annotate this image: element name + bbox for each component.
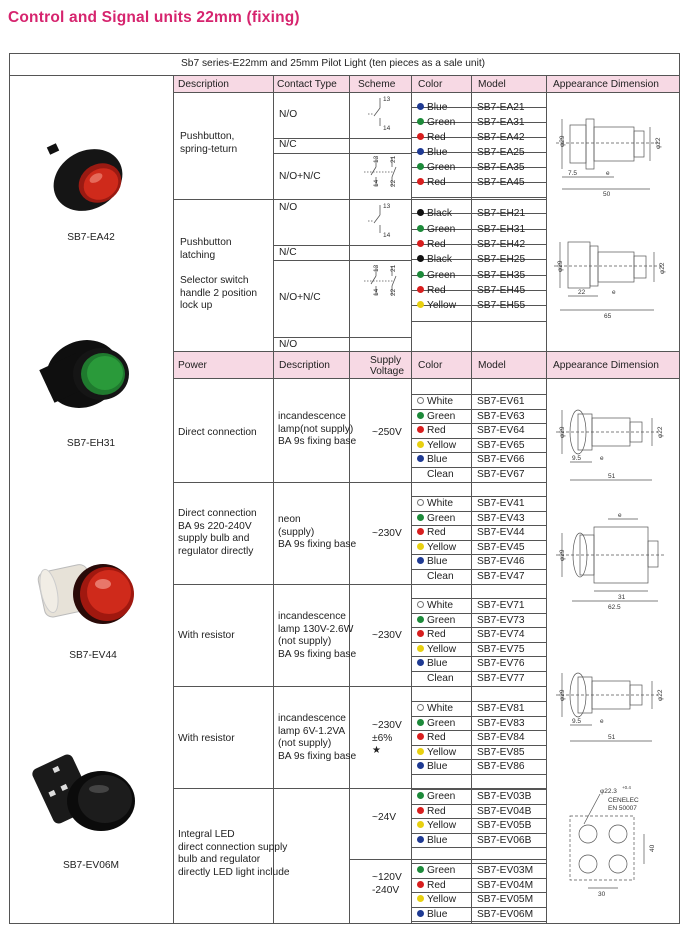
color-label: Yellow — [427, 746, 457, 758]
color-label: Clean — [427, 469, 454, 480]
voltage-cell: ~120V -240V — [372, 872, 402, 896]
table-header: Model — [478, 79, 506, 90]
dimension-drawing-6 — [560, 782, 675, 902]
table-header: Model — [478, 360, 506, 371]
model-cell: SB7-EV84 — [477, 732, 525, 744]
dim-label: 62.5 — [608, 604, 621, 611]
color-dot-icon — [417, 910, 424, 917]
color-label: Red — [427, 732, 446, 744]
table-header: Contact Type — [277, 79, 337, 90]
model-cell: SB7-EA31 — [477, 117, 525, 128]
table-header: Power — [178, 360, 207, 371]
scheme-no-icon — [360, 94, 400, 134]
color-label: Blue — [427, 102, 448, 113]
color-label: Green — [427, 162, 456, 173]
dim-label: 40 — [649, 844, 656, 852]
color-cell — [417, 513, 455, 525]
table-header: Description — [279, 360, 330, 371]
color-cell — [417, 747, 456, 759]
model-cell: SB7-EV41 — [477, 498, 525, 509]
description-cell: Pushbutton, spring-teturn — [180, 131, 238, 155]
color-dot-icon — [417, 733, 424, 740]
color-cell — [417, 894, 456, 906]
color-cell — [417, 644, 456, 656]
color-dot-icon — [417, 118, 424, 125]
color-dot-icon — [417, 645, 424, 652]
color-dot-icon — [417, 426, 424, 433]
color-dot-icon — [417, 178, 424, 185]
color-dot-icon — [417, 557, 424, 564]
color-label: Green — [427, 224, 456, 235]
color-label: Blue — [427, 147, 448, 158]
dim-label: φ29 — [559, 135, 566, 147]
power-cell: With resistor — [178, 630, 235, 641]
table-header: Scheme — [358, 79, 396, 90]
dim-label: 30 — [598, 891, 606, 898]
color-cell — [417, 791, 455, 803]
model-cell: SB7-EV61 — [477, 396, 525, 407]
svg-text:14: 14 — [373, 179, 380, 187]
color-cell — [417, 498, 453, 510]
color-cell — [427, 469, 454, 481]
model-cell: SB7-EH25 — [477, 254, 526, 265]
dim-label: 22 — [578, 289, 586, 296]
color-label: Blue — [427, 834, 448, 846]
table-header: Color — [418, 360, 443, 371]
dim-label: e — [600, 718, 604, 725]
color-cell — [417, 147, 447, 159]
model-cell: SB7-EV47 — [477, 571, 525, 582]
model-cell: SB7-EV45 — [477, 541, 525, 553]
color-label: Red — [427, 132, 446, 143]
color-label: Green — [427, 117, 456, 128]
color-dot-icon — [417, 240, 424, 247]
model-cell: SB7-EH35 — [477, 270, 526, 281]
model-cell: SB7-EV04B — [477, 805, 532, 817]
color-label: Red — [427, 239, 446, 250]
color-cell — [427, 673, 454, 685]
color-label: Yellow — [427, 300, 457, 311]
voltage-cell: ~230V ±6% ★ — [372, 720, 402, 756]
color-dot-icon — [417, 286, 424, 293]
dim-label: EN 50007 — [608, 805, 637, 812]
color-dot-icon — [417, 543, 424, 550]
contact-type-cell: N/O+N/C — [279, 292, 321, 303]
color-dot-icon — [417, 271, 424, 278]
color-label: Blue — [427, 658, 448, 670]
color-cell — [417, 600, 453, 612]
color-dot-icon — [417, 616, 424, 623]
description-cell: incandescence lamp 6V-1.2VA (not supply) BA 9s fixing base — [278, 713, 357, 762]
color-label: White — [427, 396, 454, 407]
model-cell: SB7-EV67 — [477, 469, 525, 480]
product-caption: SB7-EV06M — [62, 860, 120, 871]
power-cell: With resistor — [178, 733, 235, 744]
model-cell: SB7-EV06M — [477, 908, 534, 920]
color-dot-icon — [417, 748, 424, 755]
scheme-nonc-icon — [356, 262, 406, 302]
color-cell — [417, 718, 455, 730]
color-label: Yellow — [427, 894, 457, 906]
svg-text:14: 14 — [373, 288, 380, 296]
color-label: Red — [427, 527, 446, 539]
color-dot-icon — [417, 659, 424, 666]
color-label: Red — [427, 805, 446, 817]
color-label: Green — [427, 512, 456, 524]
color-label: Blue — [427, 454, 448, 466]
model-cell: SB7-EA21 — [477, 102, 525, 113]
model-cell: SB7-EV04M — [477, 879, 534, 891]
product-caption: SB7-EV44 — [69, 650, 117, 661]
color-dot-icon — [417, 441, 424, 448]
color-cell — [417, 102, 447, 114]
contact-type-cell: N/C — [279, 139, 297, 150]
color-dot-icon — [417, 719, 424, 726]
contact-type-cell: N/O — [279, 339, 298, 350]
table-header: Appearance Dimension — [553, 360, 659, 371]
color-label: Red — [427, 629, 446, 641]
description-cell: incandescence lamp(not supply) BA 9s fixing base — [278, 411, 357, 448]
color-label: Red — [427, 285, 446, 296]
dim-label: e — [612, 289, 616, 296]
svg-text:21: 21 — [390, 264, 397, 272]
product-caption: SB7-EA42 — [67, 232, 115, 243]
model-cell: SB7-EV73 — [477, 614, 525, 626]
product-image-sb7-ev44 — [35, 548, 150, 638]
model-cell: SB7-EV71 — [477, 600, 525, 611]
color-cell — [417, 162, 455, 174]
color-dot-icon — [417, 601, 424, 608]
color-label: Blue — [427, 761, 448, 773]
color-cell — [417, 132, 446, 144]
model-cell: SB7-EV75 — [477, 643, 525, 655]
model-cell: SB7-EV81 — [477, 703, 525, 714]
model-cell: SB7-EH31 — [477, 224, 526, 235]
color-label: Green — [427, 410, 456, 422]
power-cell: Direct connection — [178, 427, 257, 438]
svg-text:22: 22 — [390, 179, 397, 187]
color-cell — [417, 615, 455, 627]
color-dot-icon — [417, 133, 424, 140]
model-cell: SB7-EV03B — [477, 791, 532, 802]
power-cell: Direct connection BA 9s 220-240V supply bulb and regulator directly — [178, 508, 257, 557]
dim-label: 9.5 — [572, 718, 582, 725]
table-header: Appearance Dimension — [553, 79, 659, 90]
color-dot-icon — [417, 836, 424, 843]
table-header: Description — [178, 79, 229, 90]
color-dot-icon — [417, 895, 424, 902]
description-cell: incandescence lamp 130V-2.6W (not supply) BA 9s fixing base — [278, 611, 357, 660]
svg-text:13: 13 — [373, 155, 380, 163]
color-dot-icon — [417, 148, 424, 155]
color-cell — [417, 880, 446, 892]
svg-text:13: 13 — [373, 264, 380, 272]
dim-label: CENELEC — [608, 797, 639, 804]
color-label: Clean — [427, 571, 454, 582]
color-cell — [417, 820, 456, 832]
color-cell — [417, 177, 446, 189]
color-label: Black — [427, 208, 452, 219]
color-label: Yellow — [427, 820, 457, 832]
model-cell: SB7-EV77 — [477, 673, 525, 684]
color-cell — [417, 270, 455, 282]
color-dot-icon — [417, 412, 424, 419]
color-dot-icon — [417, 704, 424, 711]
contact-type-cell: N/O — [279, 202, 298, 213]
scheme-no-icon — [360, 201, 400, 241]
color-dot-icon — [417, 455, 424, 462]
color-cell — [417, 835, 447, 847]
voltage-cell: ~230V — [372, 630, 402, 641]
dim-label: e — [600, 455, 604, 462]
color-label: Red — [427, 879, 446, 891]
model-cell: SB7-EV63 — [477, 410, 525, 422]
model-cell: SB7-EV86 — [477, 761, 525, 773]
model-cell: SB7-EV74 — [477, 629, 525, 641]
model-cell: SB7-EV05B — [477, 820, 532, 832]
dimension-drawing-3 — [548, 388, 678, 488]
color-label: Green — [427, 614, 456, 626]
color-cell — [417, 440, 456, 452]
product-image-sb7-ea42 — [40, 135, 140, 225]
model-cell: SB7-EV03M — [477, 865, 534, 876]
description-cell: Selector switch handle 2 position lock up — [180, 275, 258, 311]
svg-text:14: 14 — [383, 232, 391, 239]
color-label: Red — [427, 177, 446, 188]
color-cell — [417, 556, 447, 568]
color-dot-icon — [417, 209, 424, 216]
dim-label: 65 — [604, 313, 612, 320]
model-cell: SB7-EA42 — [477, 132, 525, 143]
color-cell — [417, 703, 453, 715]
contact-type-cell: N/O — [279, 109, 298, 120]
dim-label: +0.4 — [622, 785, 631, 790]
color-label: White — [427, 498, 454, 509]
svg-text:22: 22 — [390, 288, 397, 296]
model-cell: SB7-EV05M — [477, 894, 534, 906]
color-dot-icon — [417, 499, 424, 506]
color-label: Yellow — [427, 643, 457, 655]
color-cell — [427, 571, 454, 583]
dim-label: φ29 — [559, 549, 566, 561]
color-label: Black — [427, 254, 452, 265]
model-cell: SB7-EV76 — [477, 658, 525, 670]
color-dot-icon — [417, 630, 424, 637]
dimension-drawing-4 — [548, 505, 678, 615]
page-title: Control and Signal units 22mm (fixing) — [8, 9, 300, 26]
color-dot-icon — [417, 866, 424, 873]
dim-label: φ29 — [559, 426, 566, 438]
model-cell: SB7-EV85 — [477, 746, 525, 758]
svg-text:21: 21 — [390, 155, 397, 163]
dim-label: φ29 — [557, 260, 564, 272]
color-cell — [417, 208, 452, 220]
dim-label: 7.5 — [568, 170, 578, 177]
description-cell: neon (supply) BA 9s fixing base — [278, 514, 357, 551]
color-label: Blue — [427, 908, 448, 920]
dim-label: φ22 — [655, 137, 662, 149]
scheme-nonc-icon — [356, 153, 406, 193]
color-label: Green — [427, 717, 456, 729]
model-cell: SB7-EA25 — [477, 147, 525, 158]
color-dot-icon — [417, 807, 424, 814]
voltage-cell: ~230V — [372, 528, 402, 539]
table-header: Color — [418, 79, 443, 90]
product-image-sb7-ev06m — [35, 745, 145, 845]
color-label: Green — [427, 270, 456, 281]
color-cell — [417, 761, 447, 773]
color-cell — [417, 224, 455, 236]
dim-label: 9.5 — [572, 455, 582, 462]
color-dot-icon — [417, 514, 424, 521]
model-cell: SB7-EV65 — [477, 439, 525, 451]
dimension-drawing-2 — [548, 222, 678, 322]
table-header: Supply Voltage — [370, 355, 404, 377]
model-cell: SB7-EV43 — [477, 512, 525, 524]
color-cell — [417, 300, 456, 312]
color-dot-icon — [417, 397, 424, 404]
svg-text:13: 13 — [383, 96, 391, 103]
model-cell: SB7-EH45 — [477, 285, 526, 296]
color-cell — [417, 629, 446, 641]
color-cell — [417, 909, 447, 921]
model-cell: SB7-EV66 — [477, 454, 525, 466]
model-cell: SB7-EA45 — [477, 177, 525, 188]
contact-type-cell: N/O+N/C — [279, 171, 321, 182]
color-cell — [417, 865, 455, 877]
dim-label: φ22 — [657, 689, 664, 701]
color-cell — [417, 732, 446, 744]
model-cell: SB7-EV46 — [477, 556, 525, 568]
model-cell: SB7-EV83 — [477, 717, 525, 729]
dim-label: φ29 — [559, 689, 566, 701]
color-label: Yellow — [427, 439, 457, 451]
dim-label: φ22 — [659, 262, 666, 274]
color-dot-icon — [417, 163, 424, 170]
description-cell: Pushbutton latching — [180, 237, 232, 261]
color-label: Red — [427, 425, 446, 437]
svg-text:13: 13 — [383, 203, 391, 210]
product-caption: SB7-EH31 — [66, 438, 116, 449]
dim-label: φ22.3 — [600, 788, 617, 795]
color-cell — [417, 285, 446, 297]
model-cell: SB7-EV06B — [477, 834, 532, 846]
dim-label: e — [618, 512, 622, 519]
color-cell — [417, 239, 446, 251]
color-dot-icon — [417, 821, 424, 828]
color-dot-icon — [417, 255, 424, 262]
color-label: Green — [427, 865, 456, 876]
color-cell — [417, 396, 453, 408]
color-cell — [417, 542, 456, 554]
voltage-cell: ~250V — [372, 427, 402, 438]
color-cell — [417, 117, 455, 129]
color-dot-icon — [417, 762, 424, 769]
dim-label: 51 — [608, 734, 616, 741]
dim-label: φ22 — [657, 426, 664, 438]
svg-text:14: 14 — [383, 125, 391, 132]
color-cell — [417, 806, 446, 818]
dimension-drawing-5 — [548, 655, 678, 755]
dim-label: 31 — [618, 594, 626, 601]
model-cell: SB7-EV64 — [477, 425, 525, 437]
color-cell — [417, 425, 446, 437]
dimension-drawing-1 — [548, 97, 678, 197]
color-cell — [417, 658, 447, 670]
model-cell: SB7-EV44 — [477, 527, 525, 539]
color-label: Green — [427, 791, 456, 802]
model-cell: SB7-EH55 — [477, 300, 526, 311]
color-dot-icon — [417, 225, 424, 232]
model-cell: SB7-EH42 — [477, 239, 526, 250]
color-dot-icon — [417, 103, 424, 110]
banner-text: Sb7 series-E22mm and 25mm Pilot Light (ten pieces as a sale unit) — [181, 58, 486, 69]
voltage-cell: ~24V — [372, 812, 397, 823]
dim-label: e — [606, 170, 610, 177]
color-label: White — [427, 600, 454, 611]
model-cell: SB7-EH21 — [477, 208, 526, 219]
power-cell: Integral LED direct connection supply bulb and regulator directly LED light include — [178, 829, 290, 878]
color-cell — [417, 254, 452, 266]
color-cell — [417, 454, 447, 466]
color-dot-icon — [417, 301, 424, 308]
color-dot-icon — [417, 792, 424, 799]
color-label: Yellow — [427, 541, 457, 553]
dim-label: 51 — [608, 473, 616, 480]
color-dot-icon — [417, 881, 424, 888]
color-cell — [417, 411, 455, 423]
color-dot-icon — [417, 528, 424, 535]
model-cell: SB7-EA35 — [477, 162, 525, 173]
color-label: Blue — [427, 556, 448, 568]
color-label: Clean — [427, 673, 454, 684]
color-cell — [417, 527, 446, 539]
color-label: White — [427, 703, 454, 714]
product-image-sb7-eh31 — [35, 330, 145, 420]
contact-type-cell: N/C — [279, 247, 297, 258]
dim-label: 50 — [603, 191, 611, 198]
